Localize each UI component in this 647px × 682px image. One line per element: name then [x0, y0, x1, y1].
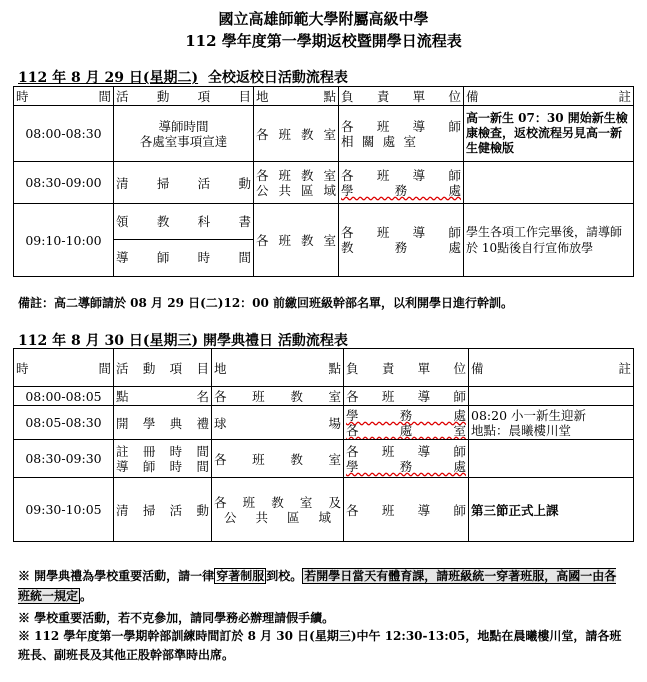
row-time: 08:30-09:00: [14, 162, 114, 204]
row-activity: 點名: [114, 387, 212, 406]
row-activity: 清掃活動: [114, 162, 254, 204]
row-place: 各班教室: [254, 204, 339, 277]
row-unit: 各班導師 教務處: [339, 204, 464, 277]
row-unit: 學務處 各處室: [344, 406, 469, 440]
row-place: 各班教室: [212, 440, 344, 478]
header-place: 地 點: [254, 87, 339, 106]
row-place: 各班教室: [212, 387, 344, 406]
table-row: [14, 387, 634, 406]
row-place: 各班教室及 公共區域: [212, 478, 344, 542]
section1-date: 112 年 8 月 29 日(星期二): [18, 70, 199, 86]
schedule-table-2: [13, 348, 634, 542]
note-2: ※ 學校重要活動，若不克參加，請同學務必辦理請假手續。: [18, 611, 335, 625]
row-activity: 清掃活動: [114, 478, 212, 542]
row-note: 學生各項工作完畢後，請導師於 10點後自行宣佈放學: [464, 204, 634, 277]
row-place: 各班教室: [254, 106, 339, 162]
header-note: 備 註: [464, 87, 634, 106]
page-title: 國立高雄師範大學附屬高級中學: [218, 10, 429, 28]
page-subtitle: 112 學年度第一學期返校暨開學日流程表: [185, 32, 462, 50]
row-place: 各班教室 公共區域: [254, 162, 339, 204]
row-unit: 各班導師 學務處: [344, 440, 469, 478]
row-activity: 領教科書 導師時間: [114, 204, 254, 277]
table-row: [14, 106, 634, 162]
table-row: [14, 478, 634, 542]
row-note: 高一新生 07：30 開始新生檢康檢查，返校流程另見高一新生健檢版: [464, 106, 634, 162]
row-note: 08:20 小一新生迎新 地點：晨曦樓川堂: [469, 406, 634, 440]
row-activity: 導師時間 各處室事項宣達: [114, 106, 254, 162]
header-time: 時 間: [14, 87, 114, 106]
schedule-table-1: [13, 86, 634, 277]
row-time: 08:30-09:30: [14, 440, 114, 478]
row-note: [469, 387, 634, 406]
row-time: 08:00-08:30: [14, 106, 114, 162]
row-unit: 各班導師 學務處: [339, 162, 464, 204]
remark-1: 備註：高二導師請於 08 月 29 日(二)12：00 前繳回班級幹部名單，以利開學日進行幹訓。: [18, 296, 514, 310]
row-note: [464, 162, 634, 204]
row-unit: 各班導師: [344, 387, 469, 406]
section1-name: 全校返校日活動流程表: [207, 70, 348, 86]
table2-header-row: [14, 349, 634, 387]
row-unit: 各班導師 相關處室: [339, 106, 464, 162]
row-place: 球場: [212, 406, 344, 440]
table-row: [14, 406, 634, 440]
section1-title: [18, 67, 348, 87]
header-place: 地 點: [212, 349, 344, 387]
table-row: [14, 440, 634, 478]
pe-class-highlight: 若開學日當天有體育課，請班級統一穿著班服，高國一由各班統一規定: [18, 569, 617, 603]
row-note: 第三節正式上課: [469, 478, 634, 542]
row-time: 09:10-10:00: [14, 204, 114, 277]
header-note: 備 註: [469, 349, 634, 387]
table-row: [14, 204, 634, 277]
table-row: [14, 162, 634, 204]
row-unit: 各班導師: [344, 478, 469, 542]
header-unit: 負 責 單 位: [344, 349, 469, 387]
uniform-box: 穿著制服: [216, 569, 265, 583]
row-time: 08:05-08:30: [14, 406, 114, 440]
header-activity: 活 動 項 目: [114, 87, 254, 106]
note-3: ※ 112 學年度第一學期幹部訓練時間訂於 8 月 30 日(星期三)中午 12:30-13:05，地點在晨曦樓川堂，請各班班長、副班長及其他正股幹部準時出席。: [18, 629, 622, 662]
row-note: [469, 440, 634, 478]
section2-title: 112 年 8 月 30 日(星期三) 開學典禮日 活動流程表: [18, 333, 348, 349]
row-activity: 註冊時間 導師時間: [114, 440, 212, 478]
header-unit: 負 責 單 位: [339, 87, 464, 106]
row-time: 09:30-10:05: [14, 478, 114, 542]
header-activity: 活 動 項 目: [114, 349, 212, 387]
row-time: 08:00-08:05: [14, 387, 114, 406]
row-activity: 開學典禮: [114, 406, 212, 440]
table1-header-row: [14, 87, 634, 106]
note-1: ※ 開學典禮為學校重要活動，請一律 穿著制服 到校。 若開學日當天有體育課，請班級統一穿著班服，高國一由各班統一規定 。: [18, 569, 617, 603]
header-time: 時 間: [14, 349, 114, 387]
